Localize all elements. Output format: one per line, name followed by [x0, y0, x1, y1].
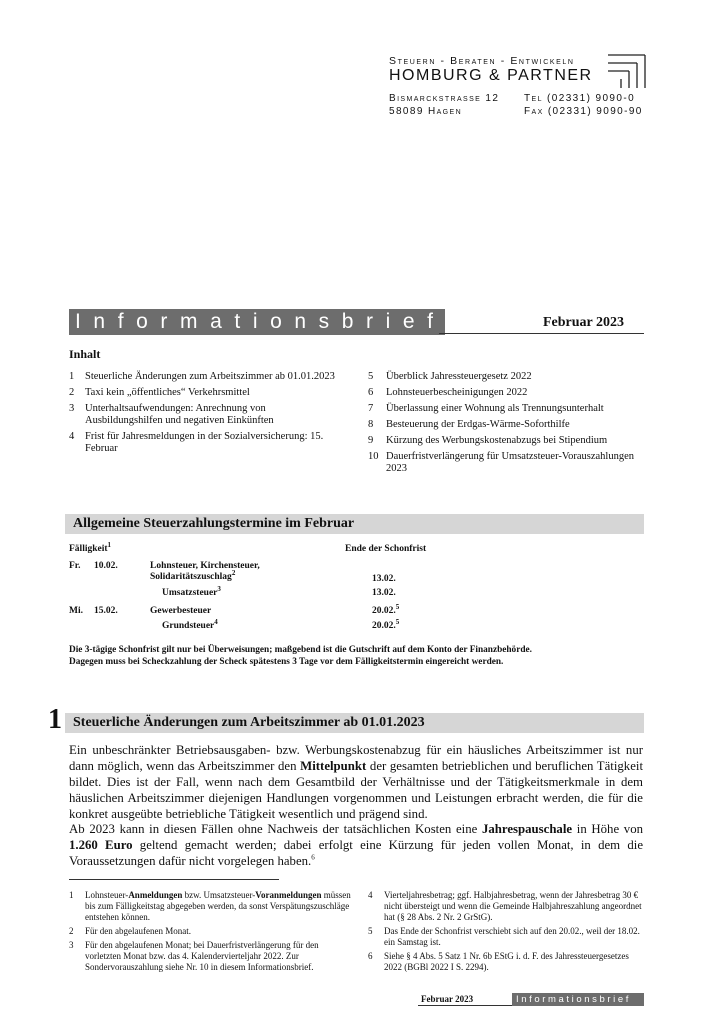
- row-item: Gewerbesteuer: [150, 606, 212, 616]
- schonfrist-note-2: Dagegen muss bei Scheckzahlung der Scheck spätestens 3 Tage vor dem Fälligkeitstermin eingereicht werden.: [69, 657, 504, 667]
- address-street: Bismarckstrasse 12: [389, 93, 500, 104]
- toc-item[interactable]: 4 Frist für Jahresmeldungen in der Sozialversicherung: 15. Februar: [69, 431, 324, 454]
- section-paragraph-1: Ein unbeschränkter Betriebsausgaben- bzw. Werbungskostenabzug für ein häusliches Arbeitszimmer ist nur dann möglich, wenn das Arbeitszimmer den Mittelpunkt der gesamten betrieblichen und beruflichen Tätigkeit bildet. Dies ist der Fall, wenn nach dem Gesamtbild der Verhältnisse und der Tätigkeitsmerkmale in dem häuslichen Arbeitszimmer diejenigen Handlungen vorgenommen und Leistungen erbracht werden, die für die konkret ausgeübte betriebliche Tätigkeit wesentlich und prägend sind.: [69, 743, 643, 821]
- company-logo: [606, 53, 646, 89]
- footnote: 5 Das Ende der Schonfrist verschiebt sich auf den 20.02., weil der 18.02. ein Samstag ist.: [368, 926, 640, 947]
- address-city: 58089 Hagen: [389, 106, 463, 117]
- col-end-header: Ende der Schonfrist: [345, 544, 427, 554]
- row-date: 10.02.: [94, 561, 118, 571]
- row-day: Mi.: [69, 606, 83, 616]
- footnote: 2 Für den abgelaufenen Monat.: [69, 926, 191, 936]
- section-number: 1: [48, 704, 62, 735]
- toc-item[interactable]: 8 Besteuerung der Erdgas-Wärme-Soforthilfe: [368, 419, 570, 430]
- footer-issue: Februar 2023: [421, 994, 474, 1004]
- toc-item[interactable]: 9 Kürzung des Werbungskostenabzugs bei Stipendium: [368, 435, 608, 446]
- issue-date: Februar 2023: [543, 315, 625, 330]
- contact-block: [524, 92, 643, 118]
- toc-item[interactable]: 2 Taxi kein „öffentliches“ Verkehrsmittel: [69, 387, 250, 398]
- row-end: 20.02.$^5$: [372, 617, 400, 631]
- row-item: Solidaritätszuschlag$^2$: [150, 568, 236, 582]
- footer-title: Informationsbrief: [512, 993, 644, 1006]
- footer-rule: [418, 1005, 512, 1006]
- row-end: 13.02.: [372, 588, 396, 598]
- row-end: 20.02.$^5$: [372, 602, 400, 616]
- footnotes-left: [69, 890, 351, 976]
- row-item: Grundsteuer$^4$: [162, 617, 218, 631]
- row-day: Fr.: [69, 561, 81, 571]
- contact-fax: Fax (02331) 9090-90: [524, 106, 643, 117]
- contact-tel: Tel (02331) 9090-0: [524, 93, 636, 104]
- footnote: 4 Vierteljahresbetrag; ggf. Halbjahresbetrag, wenn der Jahresbetrag 30 € nicht übersteigt und wenn die Gemeinde Halbjahreszahlung angeordnet hat (§ 28 Abs. 2 Nr. 2 GrStG).: [368, 890, 642, 922]
- schonfrist-note-1: Die 3-tägige Schonfrist gilt nur bei Überweisungen; maßgebend ist die Gutschrift auf dem Konto der Finanzbehörde.: [69, 645, 532, 655]
- row-item: Umsatzsteuer$^3$: [162, 584, 221, 598]
- section-paragraph-2: Ab 2023 kann in diesen Fällen ohne Nachweis der tatsächlichen Kosten eine Jahrespauschale in Höhe von 1.260 Euro geltend gemacht werden; dabei erfolgt eine Kürzung für jeden vollen Monat, in dem die Voraussetzungen dafür nicht vorgelegen haben.$^6$: [69, 822, 643, 868]
- footnote: 3 Für den abgelaufenen Monat; bei Dauerfristverlängerung für den vorletzten Monat bzw. das 4. Kalendervierteljahr 2022. Zur Sondervorauszahlung siehe Nr. 10 in diesem Informationsbrief.: [69, 940, 319, 972]
- address-block: [389, 92, 499, 118]
- toc-item[interactable]: 6 Lohnsteuerbescheinigungen 2022: [368, 387, 528, 398]
- footnote: 1 Lohnsteuer-Anmeldungen bzw. Umsatzsteuer-Voranmeldungen müssen bis zum Fälligkeitstag abgegeben werden, da sonst Verspätungszuschläge entstehen können.: [69, 890, 351, 922]
- contents-left: [69, 371, 344, 459]
- toc-item[interactable]: 5 Überblick Jahressteuergesetz 2022: [368, 371, 532, 382]
- title-banner: Informationsbrief: [69, 309, 445, 335]
- footnote: 6 Siehe § 4 Abs. 5 Satz 1 Nr. 6b EStG i. d. F. des Jahressteuergesetzes 2022 (BGBl 2022 I S. 2294).: [368, 951, 629, 972]
- title-rule: [439, 333, 644, 334]
- contents-heading: Inhalt: [69, 347, 101, 361]
- contents-right: [368, 371, 648, 479]
- toc-item[interactable]: 3 Unterhaltsaufwendungen: Anrechnung von Ausbildungshilfen und negativen Einkünften: [69, 403, 274, 426]
- toc-item[interactable]: 1 Steuerliche Änderungen zum Arbeitszimmer ab 01.01.2023: [69, 371, 335, 382]
- letterhead-tagline: Steuern - Beraten - Entwickeln: [389, 55, 575, 67]
- tax-dates-heading: Allgemeine Steuerzahlungstermine im Februar: [65, 514, 644, 534]
- row-item: Lohnsteuer, Kirchensteuer,: [150, 561, 260, 571]
- company-name: HOMBURG & PARTNER: [389, 67, 593, 84]
- col-due-header: Fälligkeit$^1$: [69, 540, 112, 554]
- footnote-rule: [69, 879, 279, 880]
- row-end: 13.02.: [372, 574, 396, 584]
- toc-item[interactable]: 7 Überlassung einer Wohnung als Trennungsunterhalt: [368, 403, 604, 414]
- footnotes-right: [368, 890, 644, 976]
- toc-item[interactable]: 10 Dauerfristverlängerung für Umsatzsteuer-Vorauszahlungen 2023: [368, 451, 635, 474]
- section-heading: Steuerliche Änderungen zum Arbeitszimmer ab 01.01.2023: [65, 713, 644, 733]
- row-date: 15.02.: [94, 606, 118, 616]
